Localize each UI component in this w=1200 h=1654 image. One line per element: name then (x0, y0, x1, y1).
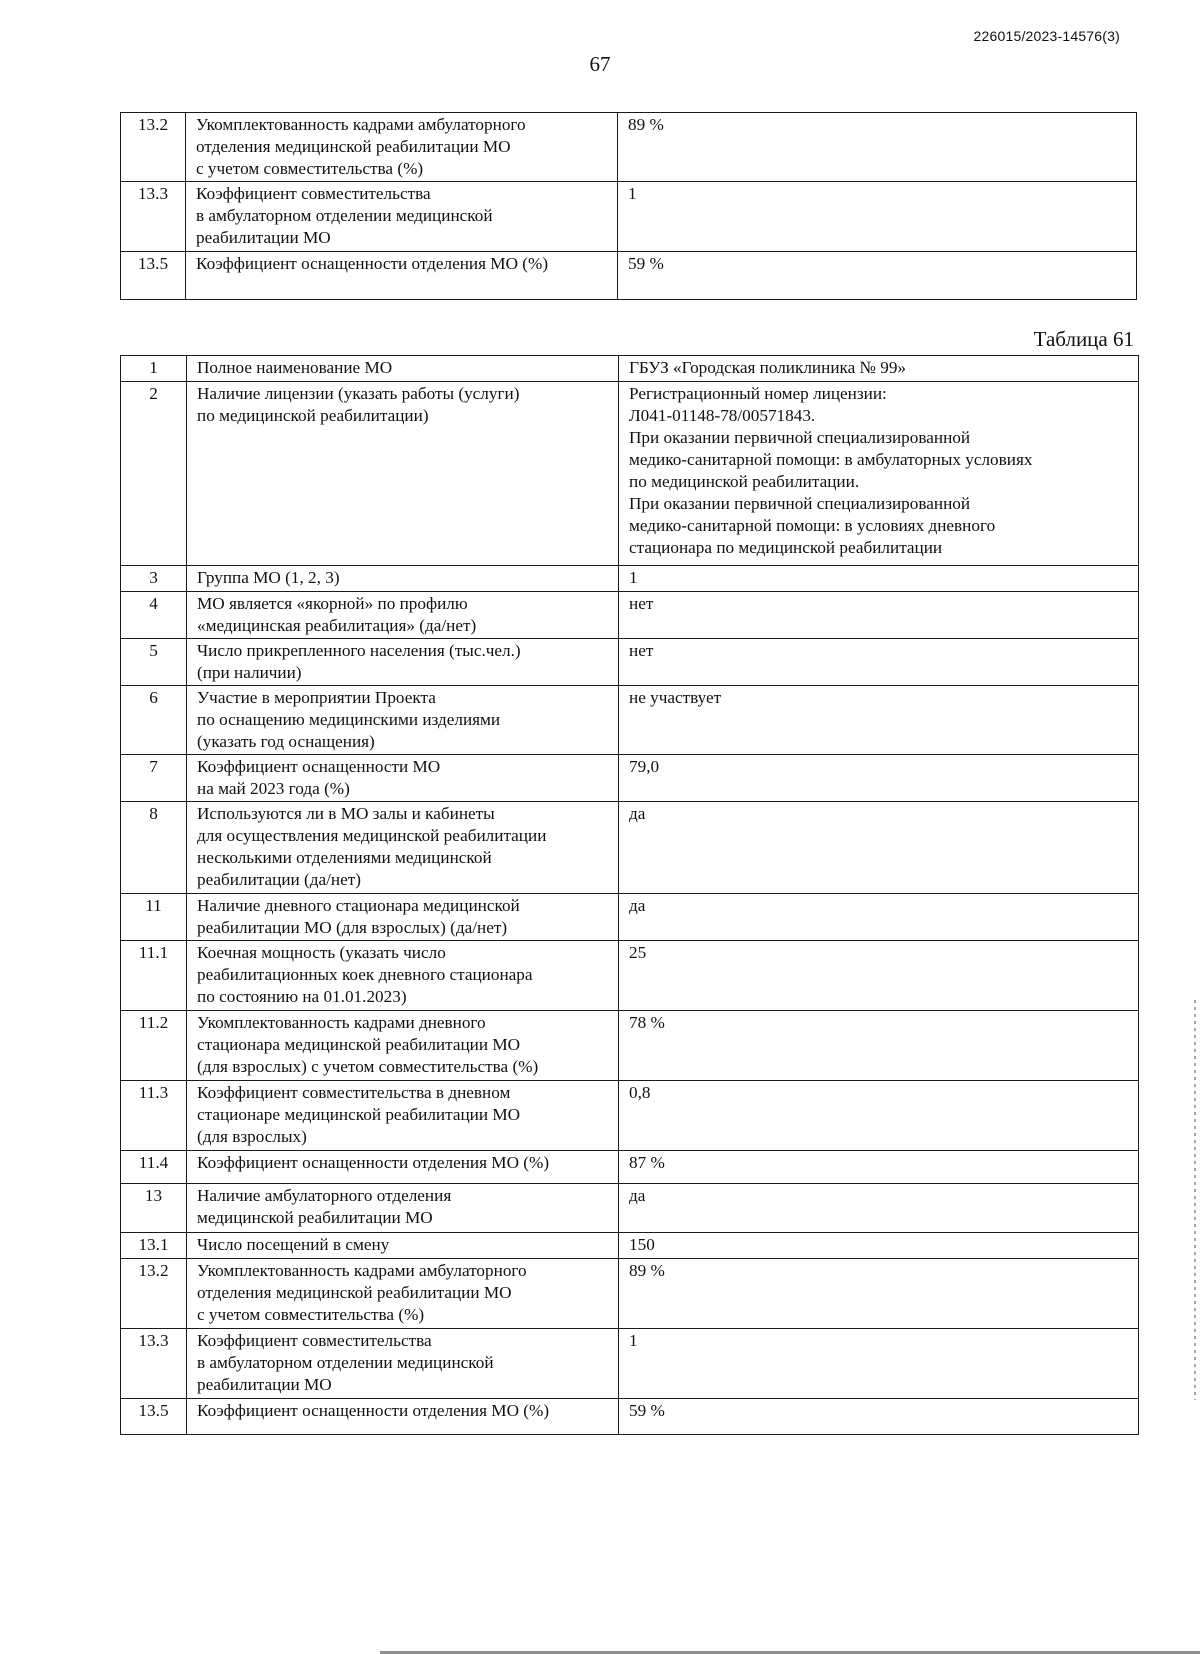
row-label: Коечная мощность (указать число реабилитационных коек дневного стационара по состоянию на 01.01.2023) (187, 941, 619, 1011)
row-value: 59 % (618, 252, 1137, 300)
row-value: не участвует (619, 686, 1139, 755)
table-row (121, 382, 1139, 566)
row-number: 4 (121, 592, 187, 639)
row-number: 11 (121, 894, 187, 941)
row-number: 13.1 (121, 1233, 187, 1259)
row-label: Наличие лицензии (указать работы (услуги) по медицинской реабилитации) (187, 382, 619, 566)
page-number: 67 (589, 52, 611, 76)
row-label: Коэффициент совместительства в амбулаторном отделении медицинской реабилитации МО (186, 182, 618, 252)
table-row (121, 686, 1139, 755)
row-label: Коэффициент оснащенности отделения МО (%) (187, 1399, 619, 1435)
row-value: ГБУЗ «Городская поликлиника № 99» (619, 356, 1139, 382)
row-label: Коэффициент оснащенности отделения МО (%) (186, 252, 618, 300)
table-row (121, 252, 1137, 300)
row-number: 8 (121, 802, 187, 894)
row-value: Регистрационный номер лицензии: Л041-01148-78/00571843. При оказании первичной специализированной медико-санитарной помощи: в амбулаторных условиях по медицинской реабилитации. При оказании первичной специализированной медико-санитарной помощи: в условиях дневного стационара по медицинской реабилитации (619, 382, 1139, 566)
row-value: 1 (619, 566, 1139, 592)
row-label: Укомплектованность кадрами амбулаторного отделения медицинской реабилитации МО с учетом совместительства (%) (187, 1259, 619, 1329)
row-value: да (619, 802, 1139, 894)
table-row (121, 1081, 1139, 1151)
row-number: 6 (121, 686, 187, 755)
row-label: Полное наименование МО (187, 356, 619, 382)
table-row (121, 894, 1139, 941)
row-value: 25 (619, 941, 1139, 1011)
table-row (121, 592, 1139, 639)
row-value: 87 % (619, 1151, 1139, 1184)
table-row (121, 1011, 1139, 1081)
table-row (121, 182, 1137, 252)
table-row (121, 1259, 1139, 1329)
table-row (121, 802, 1139, 894)
row-number: 3 (121, 566, 187, 592)
table-row (121, 356, 1139, 382)
table-row (121, 113, 1137, 182)
row-label: Наличие амбулаторного отделения медицинской реабилитации МО (187, 1184, 619, 1233)
row-label: Укомплектованность кадрами амбулаторного отделения медицинской реабилитации МО с учетом совместительства (%) (186, 113, 618, 182)
row-label: Укомплектованность кадрами дневного стационара медицинской реабилитации МО (для взрослых) с учетом совместительства (%) (187, 1011, 619, 1081)
row-number: 13.5 (121, 1399, 187, 1435)
row-number: 11.2 (121, 1011, 187, 1081)
row-value: да (619, 1184, 1139, 1233)
row-number: 13.3 (121, 1329, 187, 1399)
table-row (121, 941, 1139, 1011)
table-caption: Таблица 61 (1033, 327, 1134, 351)
table-row (121, 1399, 1139, 1435)
row-number: 1 (121, 356, 187, 382)
row-label: Используются ли в МО залы и кабинеты для осуществления медицинской реабилитации несколькими отделениями медицинской реабилитации (да/нет) (187, 802, 619, 894)
row-value: 79,0 (619, 755, 1139, 802)
row-label: Группа МО (1, 2, 3) (187, 566, 619, 592)
table-row (121, 639, 1139, 686)
row-label: МО является «якорной» по профилю «медицинская реабилитация» (да/нет) (187, 592, 619, 639)
row-value: нет (619, 592, 1139, 639)
row-number: 5 (121, 639, 187, 686)
row-number: 2 (121, 382, 187, 566)
row-value: 59 % (619, 1399, 1139, 1435)
table-row (121, 1184, 1139, 1233)
row-value: да (619, 894, 1139, 941)
row-number: 7 (121, 755, 187, 802)
row-label: Число посещений в смену (187, 1233, 619, 1259)
row-number: 13.2 (121, 113, 186, 182)
row-number: 13.2 (121, 1259, 187, 1329)
row-label: Коэффициент оснащенности МО на май 2023 года (%) (187, 755, 619, 802)
table-row (121, 1329, 1139, 1399)
continued-table (120, 112, 1137, 300)
row-number: 11.1 (121, 941, 187, 1011)
table-row (121, 1151, 1139, 1184)
table-row (121, 566, 1139, 592)
row-label: Коэффициент оснащенности отделения МО (%) (187, 1151, 619, 1184)
table-row (121, 1233, 1139, 1259)
row-value: 89 % (618, 113, 1137, 182)
row-number: 13.3 (121, 182, 186, 252)
row-value: 0,8 (619, 1081, 1139, 1151)
row-label: Коэффициент совместительства в амбулаторном отделении медицинской реабилитации МО (187, 1329, 619, 1399)
mo-info-table (120, 355, 1139, 1435)
table-row (121, 755, 1139, 802)
document-id: 226015/2023-14576(3) (973, 28, 1120, 44)
row-label: Участие в мероприятии Проекта по оснащению медицинскими изделиями (указать год оснащения) (187, 686, 619, 755)
row-value: нет (619, 639, 1139, 686)
row-label: Число прикрепленного населения (тыс.чел.) (при наличии) (187, 639, 619, 686)
row-number: 11.4 (121, 1151, 187, 1184)
row-label: Коэффициент совместительства в дневном стационаре медицинской реабилитации МО (для взрослых) (187, 1081, 619, 1151)
row-value: 1 (619, 1329, 1139, 1399)
row-value: 150 (619, 1233, 1139, 1259)
row-number: 11.3 (121, 1081, 187, 1151)
scan-artifact-edge (1194, 1000, 1196, 1400)
row-number: 13 (121, 1184, 187, 1233)
row-label: Наличие дневного стационара медицинской реабилитации МО (для взрослых) (да/нет) (187, 894, 619, 941)
row-value: 78 % (619, 1011, 1139, 1081)
row-number: 13.5 (121, 252, 186, 300)
row-value: 89 % (619, 1259, 1139, 1329)
row-value: 1 (618, 182, 1137, 252)
